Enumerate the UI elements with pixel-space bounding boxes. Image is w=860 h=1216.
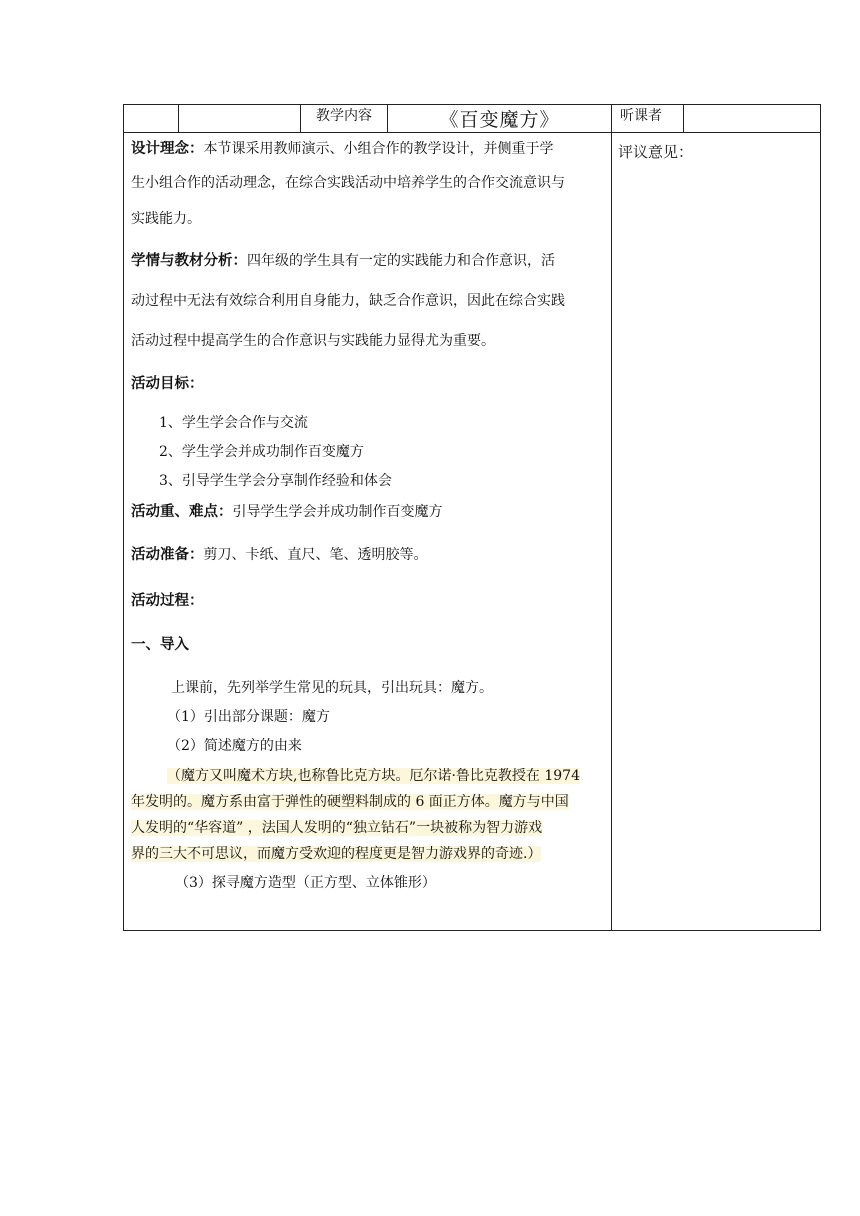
comment-cell xyxy=(612,133,821,931)
intro-line1: 上课前，先列举学生常见的玩具，引出玩具：魔方。 xyxy=(171,680,493,696)
origin-quote-line: 界的三大不可思议，而魔方受欢迎的程度更是智力游戏界的奇迹.） xyxy=(131,846,542,862)
intro-step1: （1）引出部分课题：魔方 xyxy=(167,709,330,725)
preparation-heading: 活动准备： xyxy=(131,547,204,563)
intro-step3: （3）探寻魔方造型（正方型、立体锥形） xyxy=(175,875,436,891)
empty-cell-2 xyxy=(179,105,301,133)
process-heading: 活动过程： xyxy=(131,593,204,609)
lesson-plan-table xyxy=(123,104,821,931)
intro-step2: （2）简述魔方的由来 xyxy=(167,738,302,754)
analysis-text: 四年级的学生具有一定的实践能力和合作意识，活 xyxy=(247,253,555,269)
preparation-text: 剪刀、卡纸、直尺、笔、透明胶等。 xyxy=(203,547,428,563)
listener-value-cell xyxy=(684,105,821,133)
goals-list xyxy=(131,409,605,496)
key-points-line xyxy=(131,496,605,528)
intro-heading: 一、导入 xyxy=(131,637,189,653)
comment-label: 评议意见： xyxy=(618,143,694,161)
origin-quote xyxy=(131,763,605,867)
origin-quote-line: （魔方又叫魔术方块,也称鲁比克方块。厄尔诺·鲁比克教授在 1974 xyxy=(167,768,580,784)
origin-quote-line: 年发明的。魔方系由富于弹性的硬塑料制成的 6 面正方体。魔方与中国 xyxy=(131,794,569,810)
design-concept-heading: 设计理念： xyxy=(131,141,204,157)
goal-item: 3、引导学生学会分享制作经验和体会 xyxy=(159,473,392,489)
key-points-heading: 活动重、难点： xyxy=(131,504,233,520)
analysis-heading: 学情与教材分析： xyxy=(131,253,247,269)
design-concept-line1 xyxy=(131,135,605,163)
design-concept-line3: 实践能力。 xyxy=(131,211,201,227)
goal-item: 1、学生学会合作与交流 xyxy=(159,415,308,431)
empty-cell-1 xyxy=(124,105,179,133)
key-points-text: 引导学生学会并成功制作百变魔方 xyxy=(232,504,443,520)
goal-item: 2、学生学会并成功制作百变魔方 xyxy=(159,444,364,460)
analysis-line3: 活动过程中提高学生的合作意识与实践能力显得尤为重要。 xyxy=(131,333,495,349)
teaching-content-label: 教学内容 xyxy=(301,105,388,133)
analysis-line2: 动过程中无法有效综合利用自身能力，缺乏合作意识，因此在综合实践 xyxy=(131,293,565,309)
listener-label: 听课者 xyxy=(612,105,684,133)
body-row xyxy=(124,133,821,931)
lesson-content-cell xyxy=(124,133,612,931)
intro-block xyxy=(131,674,605,898)
header-row xyxy=(124,105,821,133)
analysis-line1 xyxy=(131,241,605,281)
design-concept-line2: 生小组合作的活动理念，在综合实践活动中培养学生的合作交流意识与 xyxy=(131,175,565,191)
preparation-line xyxy=(131,534,605,576)
goals-heading: 活动目标： xyxy=(131,376,204,392)
origin-quote-line: 人发明的“华容道” ，法国人发明的“独立钻石”一块被称为智力游戏 xyxy=(131,820,543,836)
lesson-title: 《百变魔方》 xyxy=(388,105,612,133)
design-concept-text: 本节课采用教师演示、小组合作的教学设计，并侧重于学 xyxy=(203,141,554,157)
